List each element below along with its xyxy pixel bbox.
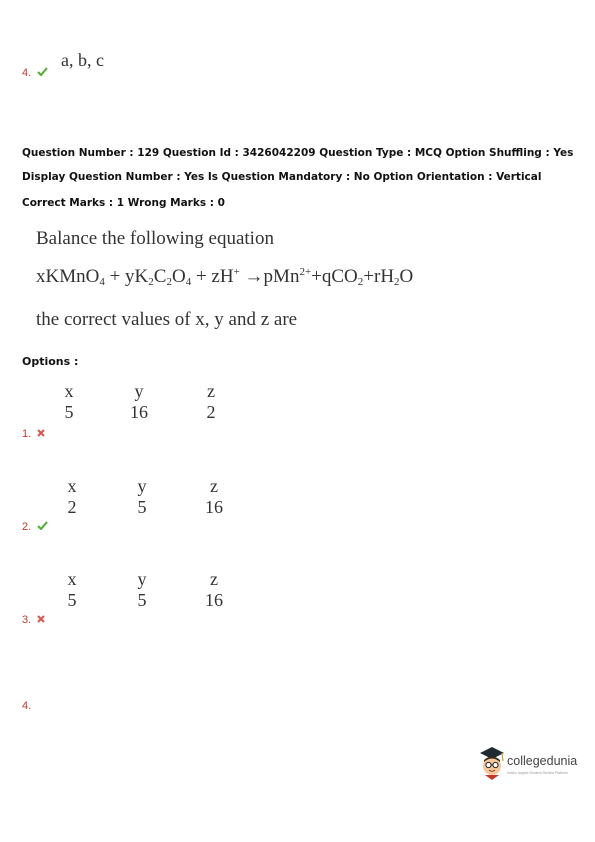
logo-name: collegedunia [507, 754, 578, 768]
option-number: 3. [22, 614, 45, 626]
option-header-z: z [210, 476, 218, 496]
option-value-z: 16 [205, 590, 223, 610]
option-text: a, b, c [61, 50, 104, 70]
question-meta: Display Question Number : Yes Is Question Mandatory : No Option Orientation : Vertical [22, 171, 542, 183]
options-label: Options : [22, 355, 79, 368]
option-value-y: 16 [130, 402, 148, 422]
option-value-y: 5 [137, 590, 147, 610]
option-number: 4. [22, 700, 32, 712]
option-header-z: z [207, 381, 215, 401]
option-header-y: y [137, 476, 147, 496]
chemical-equation: xKMnO$_4$ + $yK_2C_2O_4 + zH^+ \to pMn^{2+}+qCO_2+rH_2O$ [36, 266, 414, 288]
question-stem: the correct values of x, y and z are [36, 309, 298, 330]
option-header-y: y [137, 569, 147, 589]
option-header-x: x [64, 381, 74, 401]
correct-check-icon [37, 521, 48, 533]
question-stem: Balance the following equation [36, 228, 274, 249]
wrong-cross-icon [37, 614, 45, 626]
correct-check-icon [37, 67, 48, 79]
option-value-z: 16 [205, 497, 223, 517]
option-number: 1. [22, 428, 45, 440]
option-header-y: y [134, 381, 144, 401]
option-value-x: 2 [67, 497, 77, 517]
option-value-x: 5 [67, 590, 77, 610]
option-value-y: 5 [137, 497, 147, 517]
option-header-z: z [210, 569, 218, 589]
graduate-mascot-icon [478, 744, 506, 782]
option-number: 2. [22, 521, 48, 533]
option-value-x: 5 [64, 402, 74, 422]
option-value-z: 2 [206, 402, 216, 422]
logo-tagline: India's largest Student Review Platform [507, 771, 568, 775]
option-header-x: x [67, 476, 77, 496]
option-header-x: x [67, 569, 77, 589]
wrong-cross-icon [37, 428, 45, 440]
collegedunia-logo [478, 744, 588, 784]
option-number: 4. [22, 67, 48, 79]
question-meta: Question Number : 129 Question Id : 3426042209 Question Type : MCQ Option Shuffling : Yes [22, 147, 574, 159]
question-meta: Correct Marks : 1 Wrong Marks : 0 [22, 197, 225, 209]
